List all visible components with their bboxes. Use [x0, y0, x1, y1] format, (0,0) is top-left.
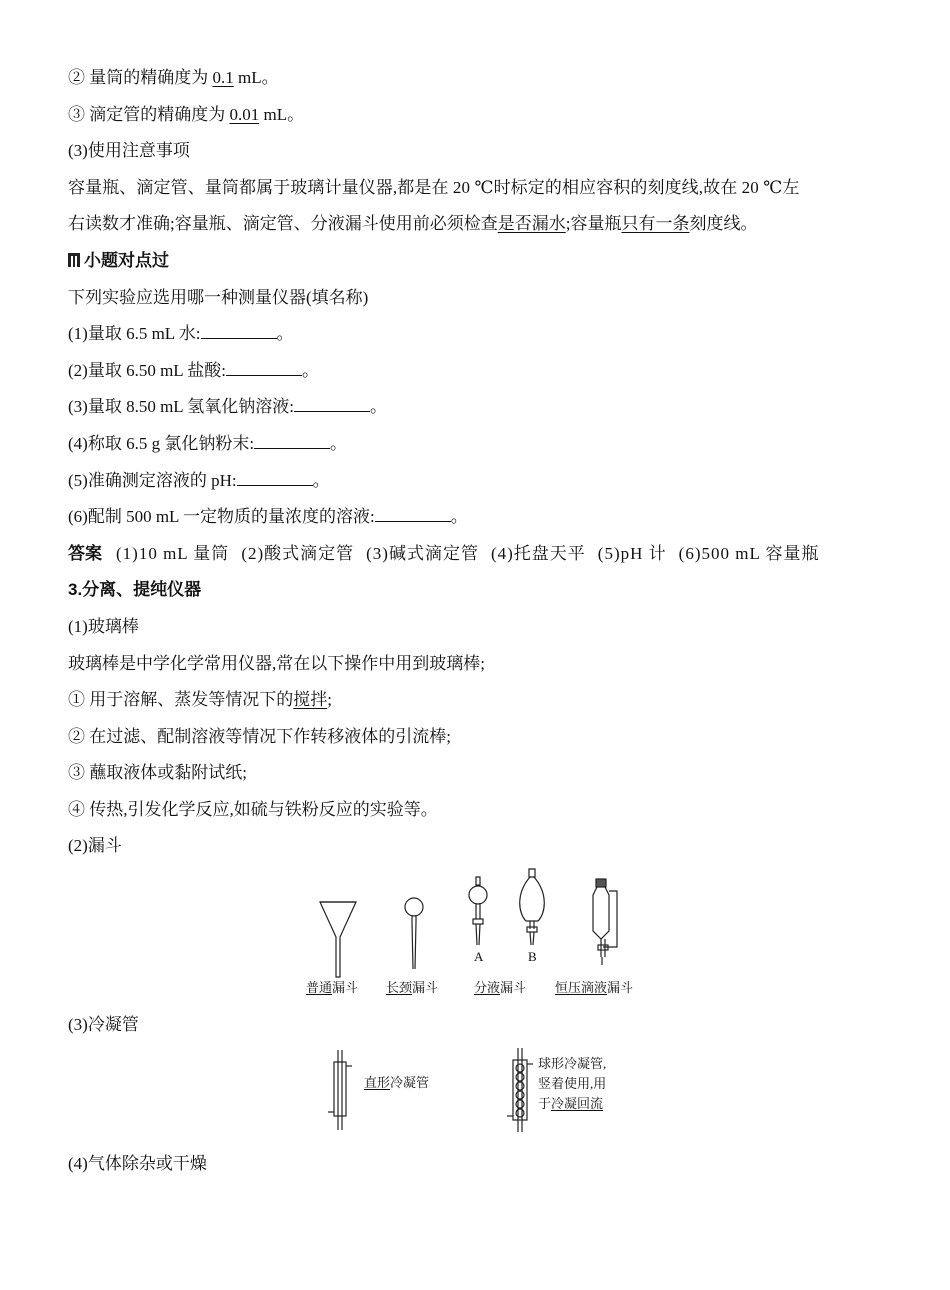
straight-condenser-label: 直形冷凝管: [364, 1074, 430, 1090]
condenser-drawing: [68, 1044, 888, 1146]
condenser-figure: [68, 1044, 888, 1146]
usage-text-line-1: 容量瓶、滴定管、量筒都属于玻璃计量仪器,都是在 20 ℃时标定的相应容积的刻度线,故在 20 ℃左: [68, 177, 800, 197]
question-2: (2)量取 6.50 mL 盐酸: 。: [68, 360, 320, 380]
gas-heading: (4)气体除杂或干燥: [68, 1153, 207, 1173]
question-4: (4)称取 6.5 g 氯化钠粉末: 。: [68, 433, 348, 453]
separatory-funnel-a-icon: [469, 877, 487, 945]
answer-blank: [294, 395, 370, 412]
question-5: (5)准确测定溶液的 pH: 。: [68, 470, 330, 490]
funnel-figure: [68, 865, 888, 1015]
usage-heading: (3)使用注意事项: [68, 141, 190, 161]
answer-line: 答案 (1)10 mL 量筒 (2)酸式滴定管 (3)碱式滴定管 (4)托盘天平 (5)pH 计 (6)500 mL 容量瓶: [68, 543, 820, 563]
rod-use-2: ② 在过滤、配制溶液等情况下作转移液体的引流棒;: [68, 726, 451, 746]
separatory-funnel-b-icon: [520, 869, 545, 945]
precision-value: 0.1: [212, 68, 234, 87]
funnel-label-long-neck: 长颈漏斗: [386, 980, 439, 996]
rod-use-1: ① 用于溶解、蒸发等情况下的搅拌;: [68, 690, 332, 710]
funnel-label-plain: 普通漏斗: [306, 980, 359, 996]
rod-heading: (1)玻璃棒: [68, 616, 139, 636]
rod-use-3: ③ 蘸取液体或黏附试纸;: [68, 763, 247, 783]
rod-use-4: ④ 传热,引发化学反应,如硫与铁粉反应的实验等。: [68, 799, 438, 819]
question-1: (1)量取 6.5 mL 水: 。: [68, 324, 294, 344]
practice-heading: 小题对点过: [68, 243, 888, 280]
funnel-heading: (2)漏斗: [68, 836, 122, 856]
answer-blank: [254, 432, 330, 449]
funnel-letter-a: A: [474, 949, 484, 965]
answer-blank: [237, 469, 313, 486]
bulb-condenser-icon: [507, 1048, 533, 1132]
plain-funnel-icon: [320, 902, 356, 977]
usage-text-line-2: 右读数才准确;容量瓶、滴定管、分液漏斗使用前必须检查是否漏水;容量瓶只有一条刻度线。: [68, 214, 758, 234]
straight-condenser-icon: [328, 1050, 352, 1130]
question-6: (6)配制 500 mL 一定物质的量浓度的溶液: 。: [68, 507, 468, 527]
funnel-label-pressure: 恒压滴液漏斗: [555, 980, 634, 996]
answer-blank: [226, 359, 302, 376]
practice-intro: 下列实验应选用哪一种测量仪器(填名称): [68, 287, 369, 307]
bulb-condenser-label: 球形冷凝管, 竖着使用,用 于冷凝回流: [538, 1055, 607, 1111]
document-page: [68, 60, 888, 1182]
separation-heading: 3.分离、提纯仪器: [68, 580, 202, 600]
question-3: (3)量取 8.50 mL 氢氧化钠溶液: 。: [68, 397, 388, 417]
rod-intro: 玻璃棒是中学化学常用仪器,常在以下操作中用到玻璃棒;: [68, 653, 485, 673]
answer-blank: [375, 505, 451, 522]
precision-item-2: ② 量筒的精确度为 0.1 mL。: [68, 68, 279, 87]
condenser-heading: (3)冷凝管: [68, 1015, 139, 1035]
answer-label: 答案: [68, 543, 102, 563]
section-tag-icon: [68, 253, 80, 267]
precision-item-3: ③ 滴定管的精确度为 0.01 mL。: [68, 104, 305, 124]
precision-value: 0.01: [229, 104, 260, 124]
funnel-letter-b: B: [528, 949, 537, 965]
pressure-equalizing-funnel-icon: [593, 879, 617, 965]
funnel-label-separatory: 分液漏斗: [474, 980, 527, 996]
long-neck-funnel-icon: [405, 898, 423, 969]
answer-blank: [201, 322, 277, 339]
